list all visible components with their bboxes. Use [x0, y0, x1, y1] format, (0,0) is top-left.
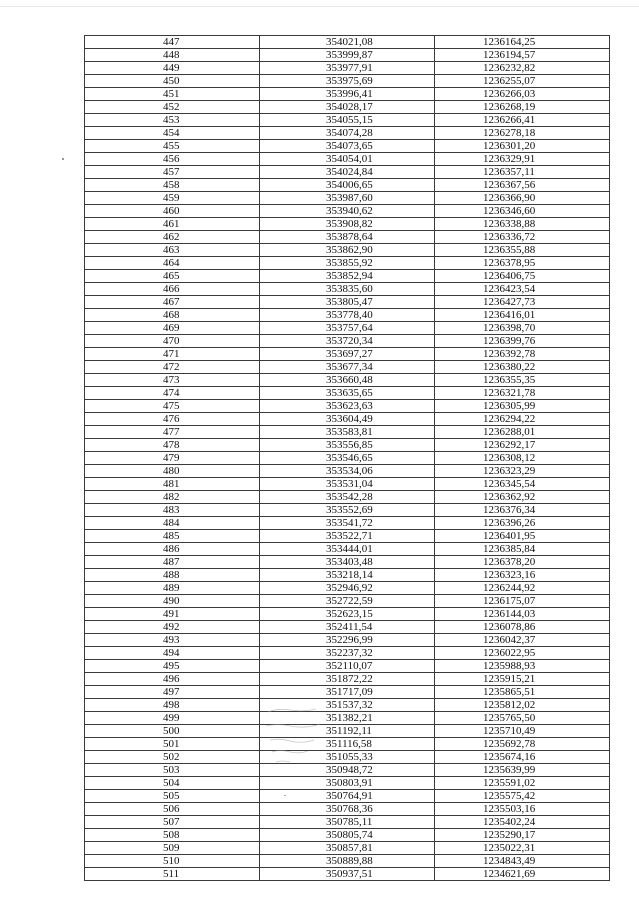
- y-coordinate-cell: 1235765,50: [435, 712, 610, 725]
- point-number-cell: 470: [85, 335, 260, 348]
- point-number-cell: 457: [85, 166, 260, 179]
- y-coordinate-cell: 1236321,78: [435, 387, 610, 400]
- table-row: [85, 699, 610, 712]
- point-number-cell: 491: [85, 608, 260, 621]
- point-number-cell: 494: [85, 647, 260, 660]
- table-row: [85, 712, 610, 725]
- x-coordinate-cell: 351055,33: [260, 751, 435, 764]
- x-coordinate-cell: 353583,81: [260, 426, 435, 439]
- x-coordinate-cell: 353720,34: [260, 335, 435, 348]
- point-number-cell: 502: [85, 751, 260, 764]
- point-number-cell: 495: [85, 660, 260, 673]
- y-coordinate-cell: 1236144,03: [435, 608, 610, 621]
- y-coordinate-cell: 1235503,16: [435, 803, 610, 816]
- y-coordinate-cell: 1236288,01: [435, 426, 610, 439]
- y-coordinate-cell: 1235639,99: [435, 764, 610, 777]
- x-coordinate-cell: 354024,84: [260, 166, 435, 179]
- x-coordinate-cell: 352946,92: [260, 582, 435, 595]
- x-coordinate-cell: 353975,69: [260, 75, 435, 88]
- table-row: [85, 647, 610, 660]
- y-coordinate-cell: 1236416,01: [435, 309, 610, 322]
- x-coordinate-cell: 354073,65: [260, 140, 435, 153]
- x-coordinate-cell: 350937,51: [260, 868, 435, 881]
- table-row: [85, 75, 610, 88]
- table-row: [85, 426, 610, 439]
- table-row: [85, 88, 610, 101]
- y-coordinate-cell: 1236346,60: [435, 205, 610, 218]
- y-coordinate-cell: 1236401,95: [435, 530, 610, 543]
- x-coordinate-cell: 353855,92: [260, 257, 435, 270]
- table-row: [85, 517, 610, 530]
- x-coordinate-cell: 353531,04: [260, 478, 435, 491]
- x-coordinate-cell: 352237,32: [260, 647, 435, 660]
- point-number-cell: 474: [85, 387, 260, 400]
- x-coordinate-cell: 353542,28: [260, 491, 435, 504]
- y-coordinate-cell: 1235692,78: [435, 738, 610, 751]
- point-number-cell: 461: [85, 218, 260, 231]
- y-coordinate-cell: 1236329,91: [435, 153, 610, 166]
- table-row: [85, 686, 610, 699]
- point-number-cell: 504: [85, 777, 260, 790]
- point-number-cell: 460: [85, 205, 260, 218]
- point-number-cell: 456: [85, 153, 260, 166]
- table-row: [85, 855, 610, 868]
- y-coordinate-cell: 1236022,95: [435, 647, 610, 660]
- table-row: [85, 764, 610, 777]
- y-coordinate-cell: 1236423,54: [435, 283, 610, 296]
- y-coordinate-cell: 1236305,99: [435, 400, 610, 413]
- table-row: [85, 36, 610, 49]
- table-row: [85, 283, 610, 296]
- x-coordinate-cell: 351537,32: [260, 699, 435, 712]
- y-coordinate-cell: 1235710,49: [435, 725, 610, 738]
- y-coordinate-cell: 1235988,93: [435, 660, 610, 673]
- table-row: [85, 738, 610, 751]
- table-row: [85, 621, 610, 634]
- y-coordinate-cell: 1236366,90: [435, 192, 610, 205]
- point-number-cell: 486: [85, 543, 260, 556]
- x-coordinate-cell: 353996,41: [260, 88, 435, 101]
- y-coordinate-cell: 1236292,17: [435, 439, 610, 452]
- x-coordinate-cell: 352296,99: [260, 634, 435, 647]
- point-number-cell: 493: [85, 634, 260, 647]
- point-number-cell: 473: [85, 374, 260, 387]
- table-row: [85, 270, 610, 283]
- point-number-cell: 450: [85, 75, 260, 88]
- x-coordinate-cell: 353635,65: [260, 387, 435, 400]
- table-row: [85, 140, 610, 153]
- x-coordinate-cell: 353218,14: [260, 569, 435, 582]
- y-coordinate-cell: 1236255,07: [435, 75, 610, 88]
- y-coordinate-cell: 1236266,41: [435, 114, 610, 127]
- point-number-cell: 498: [85, 699, 260, 712]
- point-number-cell: 468: [85, 309, 260, 322]
- y-coordinate-cell: 1236078,86: [435, 621, 610, 634]
- point-number-cell: 484: [85, 517, 260, 530]
- x-coordinate-cell: 350805,74: [260, 829, 435, 842]
- point-number-cell: 447: [85, 36, 260, 49]
- point-number-cell: 510: [85, 855, 260, 868]
- y-coordinate-cell: 1235591,02: [435, 777, 610, 790]
- point-number-cell: 499: [85, 712, 260, 725]
- margin-speck: [62, 158, 64, 160]
- point-number-cell: 490: [85, 595, 260, 608]
- y-coordinate-cell: 1236278,18: [435, 127, 610, 140]
- y-coordinate-cell: 1236367,56: [435, 179, 610, 192]
- point-number-cell: 500: [85, 725, 260, 738]
- table-row: [85, 114, 610, 127]
- point-number-cell: 480: [85, 465, 260, 478]
- table-row: [85, 296, 610, 309]
- point-number-cell: 482: [85, 491, 260, 504]
- point-number-cell: 479: [85, 452, 260, 465]
- y-coordinate-cell: 1236336,72: [435, 231, 610, 244]
- y-coordinate-cell: 1236378,95: [435, 257, 610, 270]
- y-coordinate-cell: 1236392,78: [435, 348, 610, 361]
- y-coordinate-cell: 1236362,92: [435, 491, 610, 504]
- table-row: [85, 491, 610, 504]
- y-coordinate-cell: 1236380,22: [435, 361, 610, 374]
- table-row: [85, 543, 610, 556]
- y-coordinate-cell: 1235290,17: [435, 829, 610, 842]
- x-coordinate-cell: 353444,01: [260, 543, 435, 556]
- x-coordinate-cell: 353541,72: [260, 517, 435, 530]
- table-row: [85, 803, 610, 816]
- table-row: [85, 530, 610, 543]
- y-coordinate-cell: 1236164,25: [435, 36, 610, 49]
- point-number-cell: 501: [85, 738, 260, 751]
- table-row: [85, 179, 610, 192]
- point-number-cell: 462: [85, 231, 260, 244]
- y-coordinate-cell: 1236194,57: [435, 49, 610, 62]
- x-coordinate-cell: 353757,64: [260, 322, 435, 335]
- table-row: [85, 62, 610, 75]
- x-coordinate-cell: 353878,64: [260, 231, 435, 244]
- x-coordinate-cell: 352110,07: [260, 660, 435, 673]
- x-coordinate-cell: 353623,63: [260, 400, 435, 413]
- table-row: [85, 868, 610, 881]
- y-coordinate-cell: 1234621,69: [435, 868, 610, 881]
- y-coordinate-cell: 1236232,82: [435, 62, 610, 75]
- x-coordinate-cell: 351382,21: [260, 712, 435, 725]
- point-number-cell: 505: [85, 790, 260, 803]
- table-row: [85, 608, 610, 621]
- y-coordinate-cell: 1236338,88: [435, 218, 610, 231]
- point-number-cell: 483: [85, 504, 260, 517]
- point-number-cell: 452: [85, 101, 260, 114]
- x-coordinate-cell: 351872,22: [260, 673, 435, 686]
- point-number-cell: 472: [85, 361, 260, 374]
- x-coordinate-cell: 353697,27: [260, 348, 435, 361]
- point-number-cell: 448: [85, 49, 260, 62]
- x-coordinate-cell: 350785,11: [260, 816, 435, 829]
- x-coordinate-cell: 351116,58: [260, 738, 435, 751]
- table-row: [85, 634, 610, 647]
- point-number-cell: 476: [85, 413, 260, 426]
- x-coordinate-cell: 353835,60: [260, 283, 435, 296]
- y-coordinate-cell: 1236396,26: [435, 517, 610, 530]
- coordinates-table: [84, 35, 610, 881]
- y-coordinate-cell: 1235022,31: [435, 842, 610, 855]
- table-row: [85, 322, 610, 335]
- table-row: [85, 439, 610, 452]
- y-coordinate-cell: 1234843,49: [435, 855, 610, 868]
- x-coordinate-cell: 353534,06: [260, 465, 435, 478]
- x-coordinate-cell: 352722,59: [260, 595, 435, 608]
- point-number-cell: 475: [85, 400, 260, 413]
- point-number-cell: 458: [85, 179, 260, 192]
- point-number-cell: 507: [85, 816, 260, 829]
- point-number-cell: 449: [85, 62, 260, 75]
- y-coordinate-cell: 1236355,35: [435, 374, 610, 387]
- table-row: [85, 101, 610, 114]
- x-coordinate-cell: 354074,28: [260, 127, 435, 140]
- table-row: [85, 205, 610, 218]
- x-coordinate-cell: 353546,65: [260, 452, 435, 465]
- table-row: [85, 816, 610, 829]
- table-row: [85, 842, 610, 855]
- y-coordinate-cell: 1236323,29: [435, 465, 610, 478]
- y-coordinate-cell: 1235865,51: [435, 686, 610, 699]
- y-coordinate-cell: 1235402,24: [435, 816, 610, 829]
- x-coordinate-cell: 351192,11: [260, 725, 435, 738]
- y-coordinate-cell: 1236406,75: [435, 270, 610, 283]
- x-coordinate-cell: 353977,91: [260, 62, 435, 75]
- point-number-cell: 478: [85, 439, 260, 452]
- point-number-cell: 477: [85, 426, 260, 439]
- y-coordinate-cell: 1236294,22: [435, 413, 610, 426]
- table-row: [85, 465, 610, 478]
- x-coordinate-cell: 353552,69: [260, 504, 435, 517]
- table-row: [85, 49, 610, 62]
- x-coordinate-cell: 350803,91: [260, 777, 435, 790]
- table-row: [85, 660, 610, 673]
- point-number-cell: 463: [85, 244, 260, 257]
- x-coordinate-cell: 350764,91: [260, 790, 435, 803]
- x-coordinate-cell: 353604,49: [260, 413, 435, 426]
- table-row: [85, 361, 610, 374]
- x-coordinate-cell: 350948,72: [260, 764, 435, 777]
- point-number-cell: 487: [85, 556, 260, 569]
- x-coordinate-cell: 353908,82: [260, 218, 435, 231]
- y-coordinate-cell: 1235812,02: [435, 699, 610, 712]
- x-coordinate-cell: 353805,47: [260, 296, 435, 309]
- y-coordinate-cell: 1236399,76: [435, 335, 610, 348]
- point-number-cell: 496: [85, 673, 260, 686]
- x-coordinate-cell: 354006,65: [260, 179, 435, 192]
- page-top-edge: [0, 6, 639, 7]
- x-coordinate-cell: 350889,88: [260, 855, 435, 868]
- point-number-cell: 467: [85, 296, 260, 309]
- point-number-cell: 508: [85, 829, 260, 842]
- y-coordinate-cell: 1236266,03: [435, 88, 610, 101]
- y-coordinate-cell: 1236427,73: [435, 296, 610, 309]
- table-row: [85, 582, 610, 595]
- x-coordinate-cell: 350768,36: [260, 803, 435, 816]
- y-coordinate-cell: 1236355,88: [435, 244, 610, 257]
- table-row: [85, 829, 610, 842]
- table-row: [85, 478, 610, 491]
- table-row: [85, 244, 610, 257]
- point-number-cell: 509: [85, 842, 260, 855]
- y-coordinate-cell: 1236376,34: [435, 504, 610, 517]
- table-row: [85, 166, 610, 179]
- x-coordinate-cell: 353987,60: [260, 192, 435, 205]
- point-number-cell: 489: [85, 582, 260, 595]
- point-number-cell: 455: [85, 140, 260, 153]
- table-row: [85, 751, 610, 764]
- y-coordinate-cell: 1236268,19: [435, 101, 610, 114]
- table-row: [85, 777, 610, 790]
- table-row: [85, 127, 610, 140]
- table-row: [85, 504, 610, 517]
- point-number-cell: 488: [85, 569, 260, 582]
- x-coordinate-cell: 353677,34: [260, 361, 435, 374]
- point-number-cell: 485: [85, 530, 260, 543]
- point-number-cell: 492: [85, 621, 260, 634]
- point-number-cell: 481: [85, 478, 260, 491]
- table-row: [85, 348, 610, 361]
- y-coordinate-cell: 1236244,92: [435, 582, 610, 595]
- point-number-cell: 453: [85, 114, 260, 127]
- x-coordinate-cell: 354054,01: [260, 153, 435, 166]
- x-coordinate-cell: 351717,09: [260, 686, 435, 699]
- y-coordinate-cell: 1236345,54: [435, 478, 610, 491]
- point-number-cell: 464: [85, 257, 260, 270]
- table-row: [85, 569, 610, 582]
- y-coordinate-cell: 1236378,20: [435, 556, 610, 569]
- point-number-cell: 466: [85, 283, 260, 296]
- x-coordinate-cell: 353999,87: [260, 49, 435, 62]
- point-number-cell: 511: [85, 868, 260, 881]
- table-row: [85, 374, 610, 387]
- table-row: [85, 218, 610, 231]
- point-number-cell: 465: [85, 270, 260, 283]
- y-coordinate-cell: 1236308,12: [435, 452, 610, 465]
- table-row: [85, 153, 610, 166]
- x-coordinate-cell: 353403,48: [260, 556, 435, 569]
- table-row: [85, 257, 610, 270]
- x-coordinate-cell: 353852,94: [260, 270, 435, 283]
- table-row: [85, 400, 610, 413]
- y-coordinate-cell: 1235915,21: [435, 673, 610, 686]
- point-number-cell: 451: [85, 88, 260, 101]
- y-coordinate-cell: 1235575,42: [435, 790, 610, 803]
- x-coordinate-cell: 352411,54: [260, 621, 435, 634]
- table-row: [85, 556, 610, 569]
- x-coordinate-cell: 350857,81: [260, 842, 435, 855]
- x-coordinate-cell: 353556,85: [260, 439, 435, 452]
- y-coordinate-cell: 1236398,70: [435, 322, 610, 335]
- x-coordinate-cell: 353862,90: [260, 244, 435, 257]
- table-row: [85, 725, 610, 738]
- x-coordinate-cell: 353778,40: [260, 309, 435, 322]
- point-number-cell: 471: [85, 348, 260, 361]
- table-row: [85, 387, 610, 400]
- x-coordinate-cell: 352623,15: [260, 608, 435, 621]
- x-coordinate-cell: 354028,17: [260, 101, 435, 114]
- x-coordinate-cell: 354021,08: [260, 36, 435, 49]
- y-coordinate-cell: 1236323,16: [435, 569, 610, 582]
- x-coordinate-cell: 354055,15: [260, 114, 435, 127]
- x-coordinate-cell: 353522,71: [260, 530, 435, 543]
- table-row: [85, 673, 610, 686]
- point-number-cell: 506: [85, 803, 260, 816]
- table-row: [85, 309, 610, 322]
- y-coordinate-cell: 1236175,07: [435, 595, 610, 608]
- table-row: [85, 790, 610, 803]
- y-coordinate-cell: 1236301,20: [435, 140, 610, 153]
- x-coordinate-cell: 353660,48: [260, 374, 435, 387]
- table-row: [85, 192, 610, 205]
- scan-speck: [284, 795, 286, 796]
- point-number-cell: 503: [85, 764, 260, 777]
- coordinates-table-body: [85, 36, 610, 881]
- y-coordinate-cell: 1236042,37: [435, 634, 610, 647]
- table-row: [85, 452, 610, 465]
- table-row: [85, 231, 610, 244]
- y-coordinate-cell: 1236357,11: [435, 166, 610, 179]
- table-row: [85, 335, 610, 348]
- point-number-cell: 497: [85, 686, 260, 699]
- point-number-cell: 459: [85, 192, 260, 205]
- point-number-cell: 454: [85, 127, 260, 140]
- x-coordinate-cell: 353940,62: [260, 205, 435, 218]
- y-coordinate-cell: 1235674,16: [435, 751, 610, 764]
- y-coordinate-cell: 1236385,84: [435, 543, 610, 556]
- point-number-cell: 469: [85, 322, 260, 335]
- table-row: [85, 595, 610, 608]
- table-row: [85, 413, 610, 426]
